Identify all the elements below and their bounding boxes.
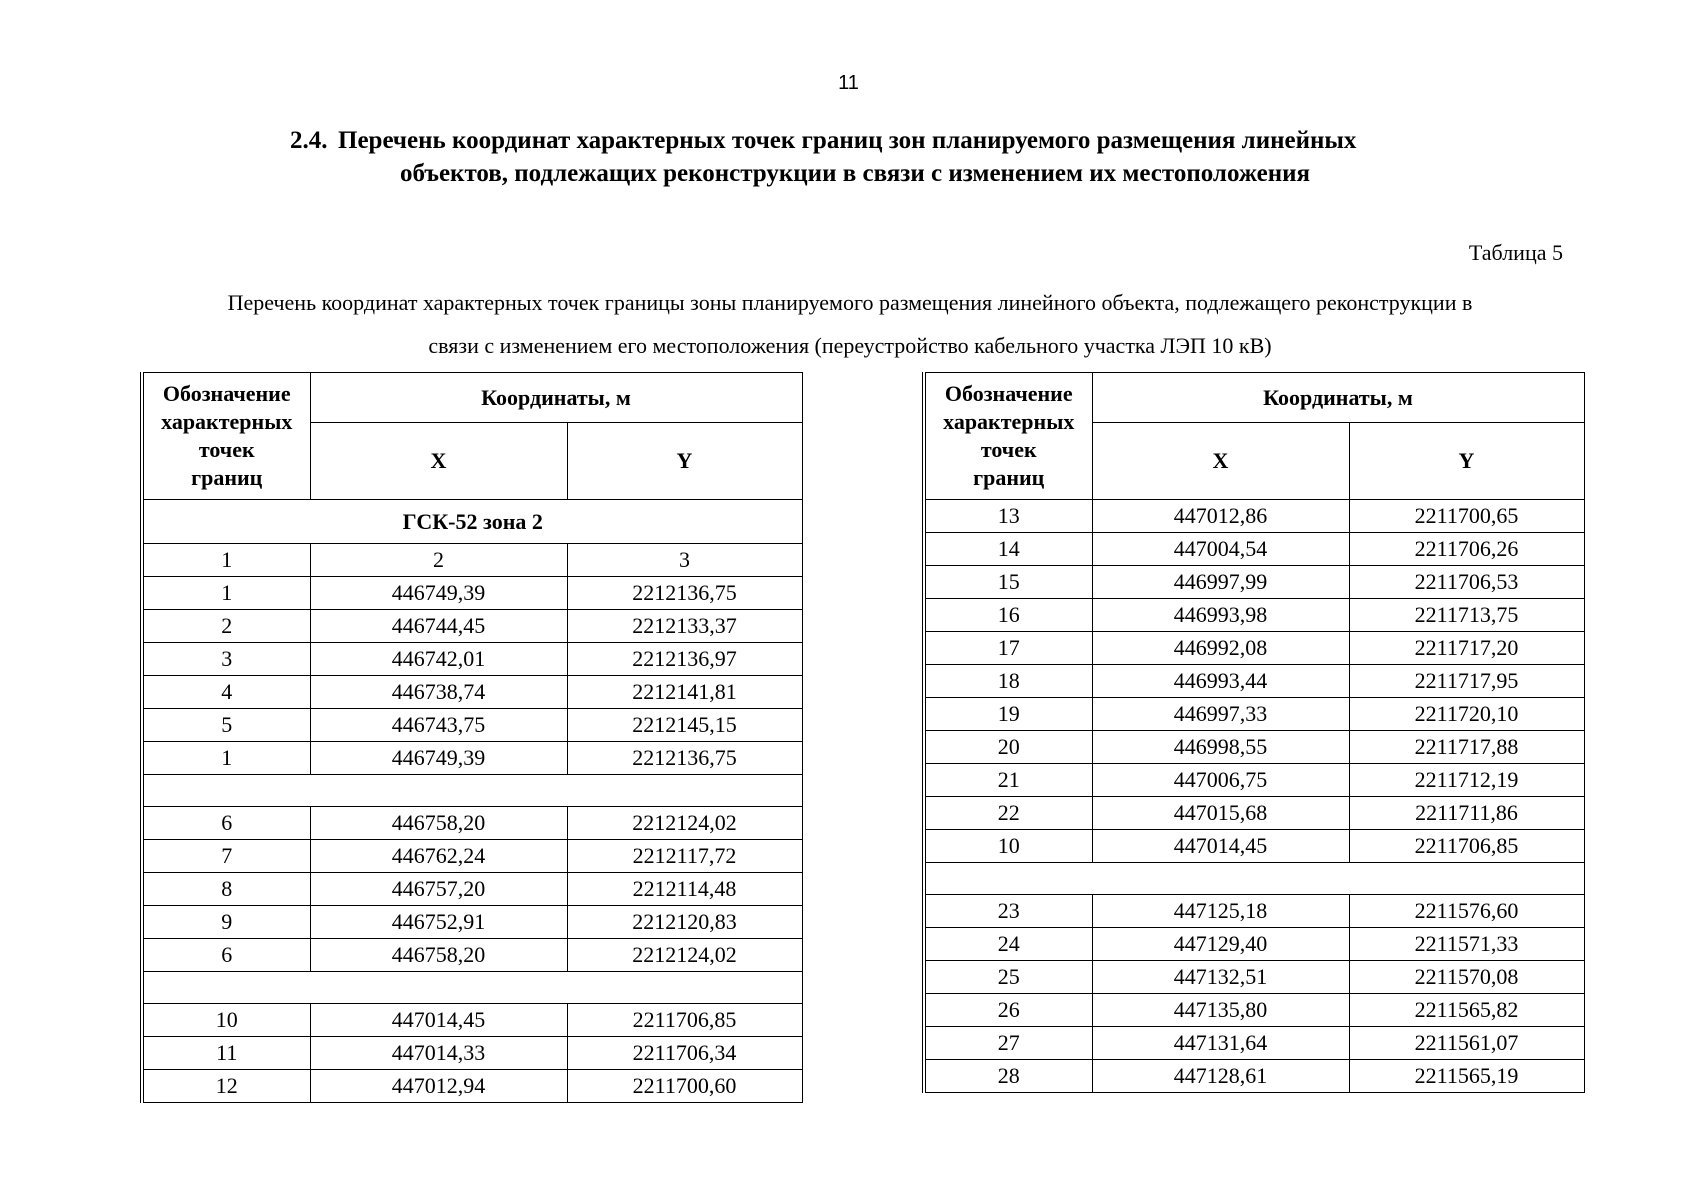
point-code-cell: 20 <box>924 731 1092 764</box>
point-code-cell: 19 <box>924 698 1092 731</box>
x-cell: 447014,33 <box>310 1037 567 1070</box>
y-cell: 2212117,72 <box>567 840 802 873</box>
x-cell: 446992,08 <box>1092 632 1349 665</box>
y-cell: 2212145,15 <box>567 709 802 742</box>
y-cell: 2211565,82 <box>1349 994 1584 1027</box>
coords-header: Координаты, м <box>1092 373 1584 423</box>
table-label: Таблица 5 <box>1468 240 1563 265</box>
point-code-cell: 10 <box>924 830 1092 863</box>
x-cell: 447012,86 <box>1092 500 1349 533</box>
y-cell: 2212136,75 <box>567 742 802 775</box>
point-code-cell: 7 <box>142 840 310 873</box>
table-row <box>924 797 1584 830</box>
x-cell: 447128,61 <box>1092 1060 1349 1093</box>
x-cell: 446742,01 <box>310 643 567 676</box>
y-cell: 2211706,85 <box>1349 830 1584 863</box>
y-cell: 2211706,34 <box>567 1037 802 1070</box>
y-cell: 2212136,97 <box>567 643 802 676</box>
x-cell: 446738,74 <box>310 676 567 709</box>
x-cell: 447006,75 <box>1092 764 1349 797</box>
column-number: 1 <box>142 544 310 577</box>
point-code-cell: 21 <box>924 764 1092 797</box>
x-header: X <box>310 423 567 500</box>
separator-row <box>142 775 802 807</box>
table-row <box>142 643 802 676</box>
point-code-cell: 1 <box>142 742 310 775</box>
point-code-cell: 6 <box>142 807 310 840</box>
table-row <box>924 698 1584 731</box>
point-code-cell: 10 <box>142 1004 310 1037</box>
x-cell: 447125,18 <box>1092 895 1349 928</box>
left-table-body <box>142 577 802 1103</box>
x-cell: 446749,39 <box>310 577 567 610</box>
x-cell: 447132,51 <box>1092 961 1349 994</box>
y-cell: 2212124,02 <box>567 807 802 840</box>
point-code-cell: 3 <box>142 643 310 676</box>
table-row <box>924 500 1584 533</box>
table-row <box>142 939 802 972</box>
table-row <box>924 764 1584 797</box>
y-cell: 2211717,95 <box>1349 665 1584 698</box>
table-row <box>142 873 802 906</box>
table-row <box>924 1060 1584 1093</box>
x-cell: 447014,45 <box>310 1004 567 1037</box>
y-cell: 2211565,19 <box>1349 1060 1584 1093</box>
y-cell: 2211717,20 <box>1349 632 1584 665</box>
y-cell: 2212114,48 <box>567 873 802 906</box>
x-cell: 447135,80 <box>1092 994 1349 1027</box>
table-row <box>924 895 1584 928</box>
x-cell: 446744,45 <box>310 610 567 643</box>
y-cell: 2211700,60 <box>567 1070 802 1103</box>
y-cell: 2211720,10 <box>1349 698 1584 731</box>
point-code-header: Обозначение характерных точек границ <box>142 373 310 500</box>
section-title <box>290 124 1540 190</box>
point-code-cell: 28 <box>924 1060 1092 1093</box>
point-code-cell: 13 <box>924 500 1092 533</box>
x-cell: 447131,64 <box>1092 1027 1349 1060</box>
table-row <box>142 906 802 939</box>
point-code-cell: 25 <box>924 961 1092 994</box>
y-header: Y <box>567 423 802 500</box>
point-code-cell: 23 <box>924 895 1092 928</box>
column-number: 2 <box>310 544 567 577</box>
x-cell: 447015,68 <box>1092 797 1349 830</box>
y-cell: 2212141,81 <box>567 676 802 709</box>
y-cell: 2211706,26 <box>1349 533 1584 566</box>
y-cell: 2211571,33 <box>1349 928 1584 961</box>
x-cell: 446993,98 <box>1092 599 1349 632</box>
y-cell: 2211700,65 <box>1349 500 1584 533</box>
y-cell: 2211712,19 <box>1349 764 1584 797</box>
caption-line2: связи с изменением его местоположения (переустройство кабельного участка ЛЭП 10 кВ) <box>428 333 1272 358</box>
right-table-body <box>924 500 1584 1093</box>
point-code-cell: 16 <box>924 599 1092 632</box>
separator-row <box>924 863 1584 895</box>
x-cell: 446998,55 <box>1092 731 1349 764</box>
x-cell: 446993,44 <box>1092 665 1349 698</box>
table-row <box>142 807 802 840</box>
x-cell: 446743,75 <box>310 709 567 742</box>
coords-header: Координаты, м <box>310 373 802 423</box>
point-code-header: Обозначение характерных точек границ <box>924 373 1092 500</box>
point-code-cell: 4 <box>142 676 310 709</box>
section-number: 2.4. <box>290 127 328 154</box>
table-row <box>142 610 802 643</box>
separator-cell <box>924 863 1584 895</box>
point-code-cell: 6 <box>142 939 310 972</box>
y-cell: 2211713,75 <box>1349 599 1584 632</box>
y-cell: 2212120,83 <box>567 906 802 939</box>
point-code-cell: 24 <box>924 928 1092 961</box>
separator-row <box>142 972 802 1004</box>
y-header: Y <box>1349 423 1584 500</box>
table-row <box>924 566 1584 599</box>
table-row <box>924 928 1584 961</box>
y-cell: 2212136,75 <box>567 577 802 610</box>
y-cell: 2212133,37 <box>567 610 802 643</box>
caption-line1: Перечень координат характерных точек границы зоны планируемого размещения линейного объекта, подлежащего реконструкции в <box>227 290 1473 315</box>
table-row <box>142 577 802 610</box>
point-code-cell: 27 <box>924 1027 1092 1060</box>
table-row <box>142 709 802 742</box>
x-cell: 446758,20 <box>310 939 567 972</box>
table-caption <box>130 281 1570 367</box>
table-row <box>924 1027 1584 1060</box>
x-cell: 446758,20 <box>310 807 567 840</box>
point-code-cell: 1 <box>142 577 310 610</box>
point-code-cell: 12 <box>142 1070 310 1103</box>
table-row <box>142 742 802 775</box>
y-cell: 2211706,85 <box>567 1004 802 1037</box>
point-code-cell: 2 <box>142 610 310 643</box>
point-code-cell: 22 <box>924 797 1092 830</box>
table-row <box>924 731 1584 764</box>
x-header: X <box>1092 423 1349 500</box>
separator-cell <box>142 775 802 807</box>
x-cell: 446749,39 <box>310 742 567 775</box>
table-row <box>142 1037 802 1070</box>
table-row <box>924 599 1584 632</box>
x-cell: 446997,33 <box>1092 698 1349 731</box>
column-number: 3 <box>567 544 802 577</box>
point-code-cell: 15 <box>924 566 1092 599</box>
x-cell: 446757,20 <box>310 873 567 906</box>
separator-cell <box>142 972 802 1004</box>
table-row <box>142 676 802 709</box>
y-cell: 2211576,60 <box>1349 895 1584 928</box>
x-cell: 447012,94 <box>310 1070 567 1103</box>
zone-label: ГСК-52 зона 2 <box>142 500 802 544</box>
y-cell: 2211570,08 <box>1349 961 1584 994</box>
y-cell: 2211717,88 <box>1349 731 1584 764</box>
y-cell: 2211706,53 <box>1349 566 1584 599</box>
table-row <box>142 840 802 873</box>
point-code-cell: 11 <box>142 1037 310 1070</box>
table-row <box>924 961 1584 994</box>
y-cell: 2211561,07 <box>1349 1027 1584 1060</box>
table-row <box>924 830 1584 863</box>
point-code-cell: 8 <box>142 873 310 906</box>
x-cell: 447014,45 <box>1092 830 1349 863</box>
y-cell: 2211711,86 <box>1349 797 1584 830</box>
point-code-cell: 17 <box>924 632 1092 665</box>
table-row <box>142 1070 802 1103</box>
table-row <box>142 1004 802 1037</box>
x-cell: 446762,24 <box>310 840 567 873</box>
point-code-cell: 9 <box>142 906 310 939</box>
table-row <box>924 533 1584 566</box>
table-row <box>924 665 1584 698</box>
table-row <box>924 994 1584 1027</box>
point-code-cell: 14 <box>924 533 1092 566</box>
coordinates-table-left <box>140 372 803 1103</box>
point-code-cell: 18 <box>924 665 1092 698</box>
page-number: 11 <box>838 72 859 94</box>
section-title-line2: объектов, подлежащих реконструкции в связи с изменением их местоположения <box>400 160 1311 187</box>
y-cell: 2212124,02 <box>567 939 802 972</box>
x-cell: 446997,99 <box>1092 566 1349 599</box>
x-cell: 446752,91 <box>310 906 567 939</box>
section-title-line1: Перечень координат характерных точек границ зон планируемого размещения линейных <box>338 127 1357 154</box>
x-cell: 447004,54 <box>1092 533 1349 566</box>
x-cell: 447129,40 <box>1092 928 1349 961</box>
table-row <box>924 632 1584 665</box>
point-code-cell: 26 <box>924 994 1092 1027</box>
coordinates-table-right <box>922 372 1585 1093</box>
point-code-cell: 5 <box>142 709 310 742</box>
